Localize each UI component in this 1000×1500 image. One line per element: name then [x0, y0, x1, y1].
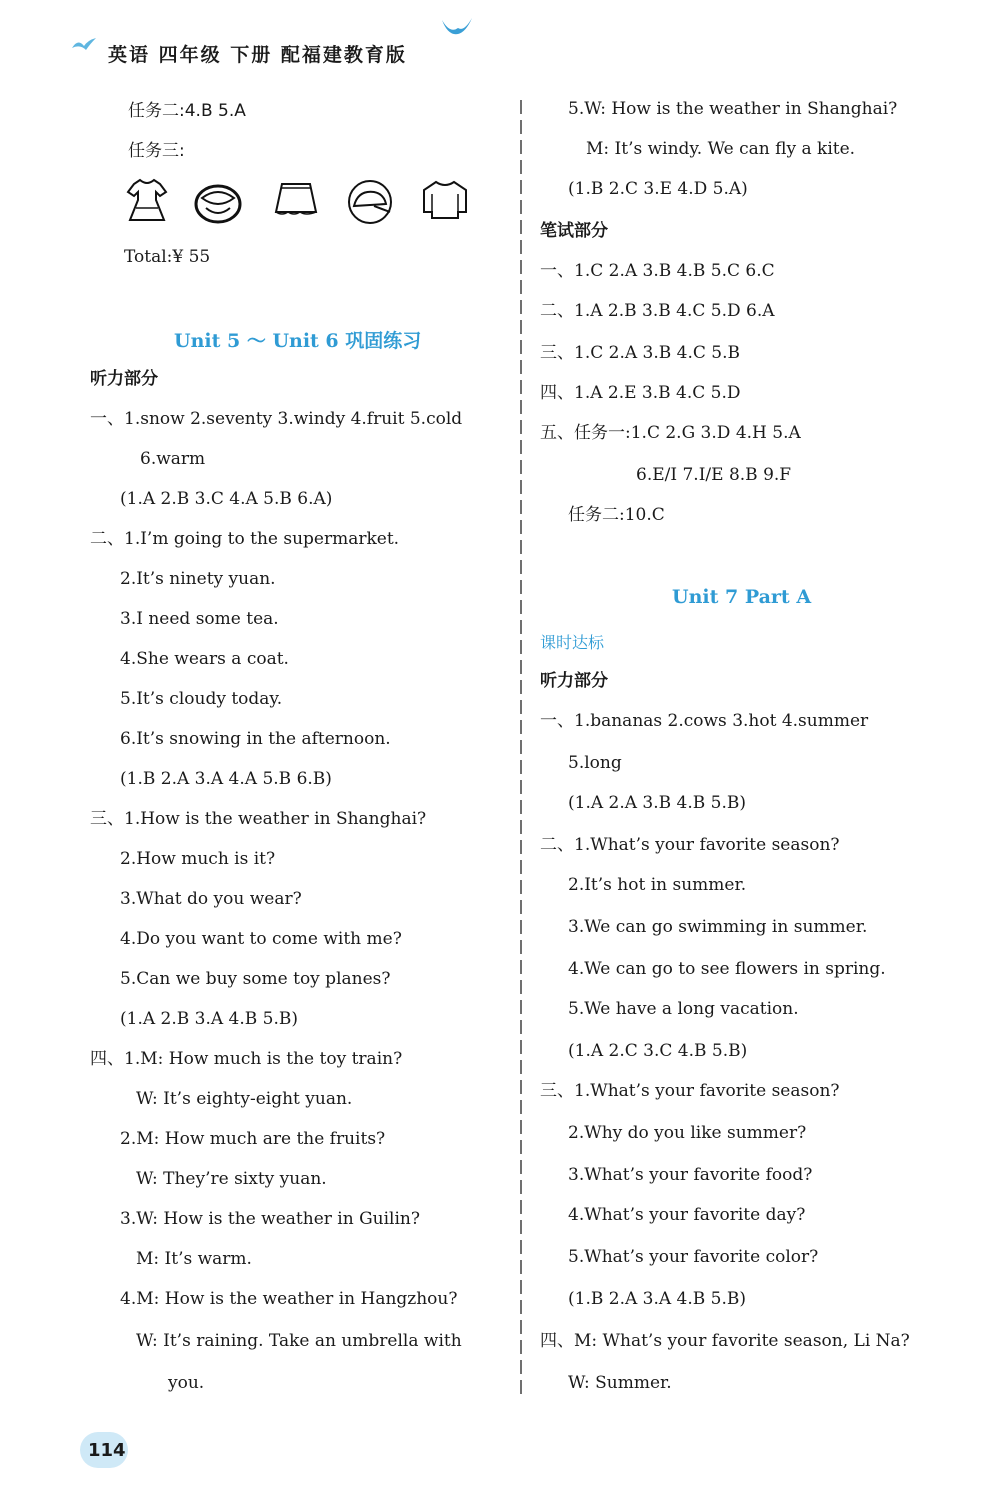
answer-line: W: It’s eighty-eight yuan.	[136, 1089, 353, 1109]
answer-line: 3.What do you wear?	[120, 889, 302, 909]
answer-line: 2.Why do you like summer?	[568, 1123, 807, 1143]
answer-line: (1.A 2.B 3.A 4.B 5.B)	[120, 1009, 299, 1029]
answer-line: 2.M: How much are the fruits?	[120, 1129, 386, 1149]
task2-answer: 任务二:4.B 5.A	[128, 101, 246, 121]
answer-line: 5.long	[568, 753, 622, 773]
sweater-icon	[420, 178, 470, 220]
answer-line: W: Summer.	[568, 1373, 672, 1393]
sweater-folded-icon	[192, 178, 244, 224]
unit-7-title: Unit 7 Part A	[672, 586, 812, 608]
answer-line: 四、1.M: How much is the toy train?	[90, 1049, 403, 1069]
answer-line: 任务二:10.C	[568, 505, 665, 525]
answer-line: 3.I need some tea.	[120, 609, 279, 629]
answer-line: 四、1.A 2.E 3.B 4.C 5.D	[540, 383, 741, 403]
answer-line: (1.B 2.A 3.A 4.A 5.B 6.B)	[120, 769, 332, 789]
listening-heading: 听力部分	[90, 369, 158, 389]
answer-line: 一、1.snow 2.seventy 3.windy 4.fruit 5.cold	[90, 409, 463, 429]
answer-line: 4.M: How is the weather in Hangzhou?	[120, 1289, 458, 1309]
answer-line: 6.warm	[140, 449, 206, 469]
page-number: 114	[88, 1440, 126, 1461]
bird-icon-small	[70, 34, 100, 54]
answer-line: 4.Do you want to come with me?	[120, 929, 402, 949]
answer-line: 五、任务一:1.C 2.G 3.D 4.H 5.A	[540, 423, 801, 443]
answer-line: 一、1.C 2.A 3.B 4.B 5.C 6.C	[540, 261, 775, 281]
answer-line: 5.What’s your favorite color?	[568, 1247, 819, 1267]
total-price: Total:¥ 55	[124, 247, 211, 267]
answer-line: 四、M: What’s your favorite season, Li Na?	[540, 1331, 910, 1351]
answer-line: you.	[168, 1373, 205, 1393]
answer-line: 三、1.How is the weather in Shanghai?	[90, 809, 427, 829]
skirt-icon	[272, 178, 320, 218]
answer-line: (1.A 2.C 3.C 4.B 5.B)	[568, 1041, 748, 1061]
answer-line: M: It’s warm.	[136, 1249, 252, 1269]
answer-line: 3.We can go swimming in summer.	[568, 917, 868, 937]
unit-5-6-title: Unit 5 ～ Unit 6 巩固练习	[174, 330, 422, 352]
answer-line: 二、1.I’m going to the supermarket.	[90, 529, 400, 549]
answer-line: 5.It’s cloudy today.	[120, 689, 283, 709]
answer-line: 2.It’s hot in summer.	[568, 875, 747, 895]
answer-line: 4.What’s your favorite day?	[568, 1205, 806, 1225]
answer-line: 3.W: How is the weather in Guilin?	[120, 1209, 420, 1229]
lesson-subheading: 课时达标	[540, 633, 605, 652]
answer-line: W: It’s raining. Take an umbrella with	[136, 1331, 462, 1351]
answer-line: 一、1.bananas 2.cows 3.hot 4.summer	[540, 711, 869, 731]
answer-line: W: They’re sixty yuan.	[136, 1169, 327, 1189]
answer-line: 4.We can go to see flowers in spring.	[568, 959, 886, 979]
answer-line: 5.W: How is the weather in Shanghai?	[568, 99, 898, 119]
listening-heading: 听力部分	[540, 671, 608, 691]
answer-line: 5.We have a long vacation.	[568, 999, 799, 1019]
answer-line: 三、1.C 2.A 3.B 4.C 5.B	[540, 343, 740, 363]
written-heading: 笔试部分	[540, 221, 608, 241]
answer-line: 2.How much is it?	[120, 849, 276, 869]
answer-line: 二、1.What’s your favorite season?	[540, 835, 840, 855]
answer-line: (1.A 2.B 3.C 4.A 5.B 6.A)	[120, 489, 333, 509]
answer-line: 4.She wears a coat.	[120, 649, 289, 669]
column-divider	[518, 100, 524, 1400]
bird-icon-large	[440, 16, 474, 38]
answer-line: M: It’s windy. We can fly a kite.	[586, 139, 856, 159]
answer-line: 6.E/I 7.I/E 8.B 9.F	[636, 465, 792, 485]
book-header: 英语 四年级 下册 配福建教育版	[108, 44, 407, 66]
answer-line: 二、1.A 2.B 3.B 4.C 5.D 6.A	[540, 301, 775, 321]
answer-line: 3.What’s your favorite food?	[568, 1165, 813, 1185]
answer-line: 三、1.What’s your favorite season?	[540, 1081, 840, 1101]
dress-icon	[126, 178, 168, 224]
answer-line: (1.B 2.C 3.E 4.D 5.A)	[568, 179, 748, 199]
task3-label: 任务三:	[128, 141, 185, 161]
answer-line: (1.B 2.A 3.A 4.B 5.B)	[568, 1289, 747, 1309]
answer-line: (1.A 2.A 3.B 4.B 5.B)	[568, 793, 747, 813]
answer-line: 6.It’s snowing in the afternoon.	[120, 729, 391, 749]
answer-line: 5.Can we buy some toy planes?	[120, 969, 391, 989]
cap-icon	[344, 178, 396, 226]
answer-line: 2.It’s ninety yuan.	[120, 569, 276, 589]
